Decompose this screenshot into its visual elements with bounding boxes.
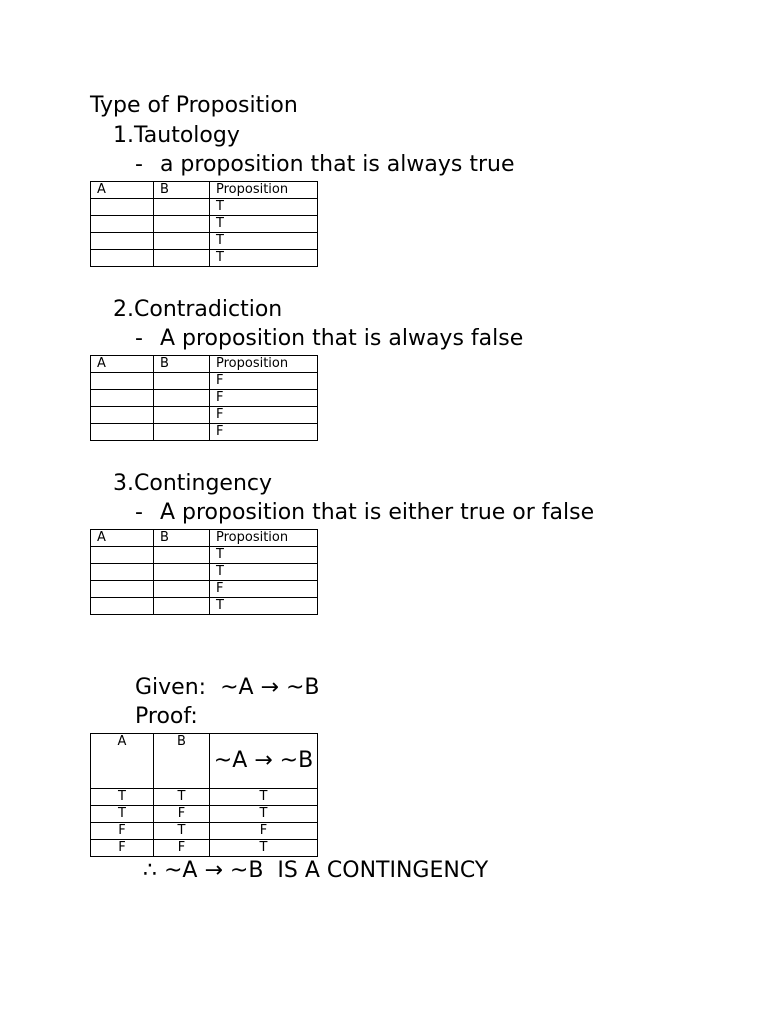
proposition-cell: T [210,547,318,564]
header-cell: Proposition [210,530,318,547]
conclusion: ∴ ~A → ~B IS A CONTINGENCY [143,858,489,883]
section-number: 3. [113,471,134,496]
header-cell-expression: ~A → ~B [210,734,318,789]
header-cell: A [91,530,154,547]
table-header-row [91,182,318,199]
section-heading-contradiction [113,297,282,323]
table-header-row [91,356,318,373]
table-row [91,598,318,615]
section-name: Tautology [134,123,240,148]
definition-text: A proposition that is either true or false [159,500,595,525]
table-header-row [91,734,318,789]
table-row [91,581,318,598]
table-row [91,199,318,216]
truth-table-tautology [90,181,318,267]
header-cell: A [91,182,154,199]
page-title: Type of Proposition [90,93,298,118]
proposition-cell: T [210,233,318,250]
header-cell: B [154,530,210,547]
definition-tautology [135,152,514,178]
table-row [91,250,318,267]
proposition-cell: T [210,564,318,581]
table-row: T F T [91,806,318,823]
proposition-cell: F [210,390,318,407]
proof-label: Proof: [135,704,198,729]
section-heading-tautology [113,123,240,149]
definition-text: A proposition that is always false [159,326,524,351]
header-cell: B [154,734,210,789]
given-label: Given: [135,675,207,700]
header-cell: A [91,734,154,789]
proposition-cell: F [210,407,318,424]
definition-text: a proposition that is always true [159,152,515,177]
section-name: Contingency [134,471,273,496]
table-row: F T F [91,823,318,840]
table-row [91,424,318,441]
given-statement [135,675,320,701]
header-cell: Proposition [210,182,318,199]
section-heading-contingency [113,471,272,497]
definition-contingency [135,500,594,526]
table-row: T T T [91,789,318,806]
section-name: Contradiction [134,297,283,322]
truth-table-contradiction [90,355,318,441]
table-row [91,564,318,581]
proposition-cell: T [210,216,318,233]
table-header-row [91,530,318,547]
proof-truth-table [90,733,318,857]
table-row: F F T [91,840,318,857]
proposition-cell: F [210,424,318,441]
header-cell: B [154,182,210,199]
table-row [91,373,318,390]
header-cell: A [91,356,154,373]
proposition-cell: T [210,598,318,615]
proposition-cell: T [210,250,318,267]
section-number: 2. [113,297,134,322]
given-expression: ~A → ~B [220,675,320,700]
table-row [91,547,318,564]
definition-contradiction [135,326,523,352]
table-row [91,407,318,424]
header-cell: B [154,356,210,373]
definition-dash: - [135,152,143,177]
table-row [91,390,318,407]
proposition-cell: F [210,581,318,598]
definition-dash: - [135,326,143,351]
table-row [91,216,318,233]
definition-dash: - [135,500,143,525]
header-cell: Proposition [210,356,318,373]
truth-table-contingency [90,529,318,615]
proposition-cell: F [210,373,318,390]
table-row [91,233,318,250]
section-number: 1. [113,123,134,148]
proposition-cell: T [210,199,318,216]
